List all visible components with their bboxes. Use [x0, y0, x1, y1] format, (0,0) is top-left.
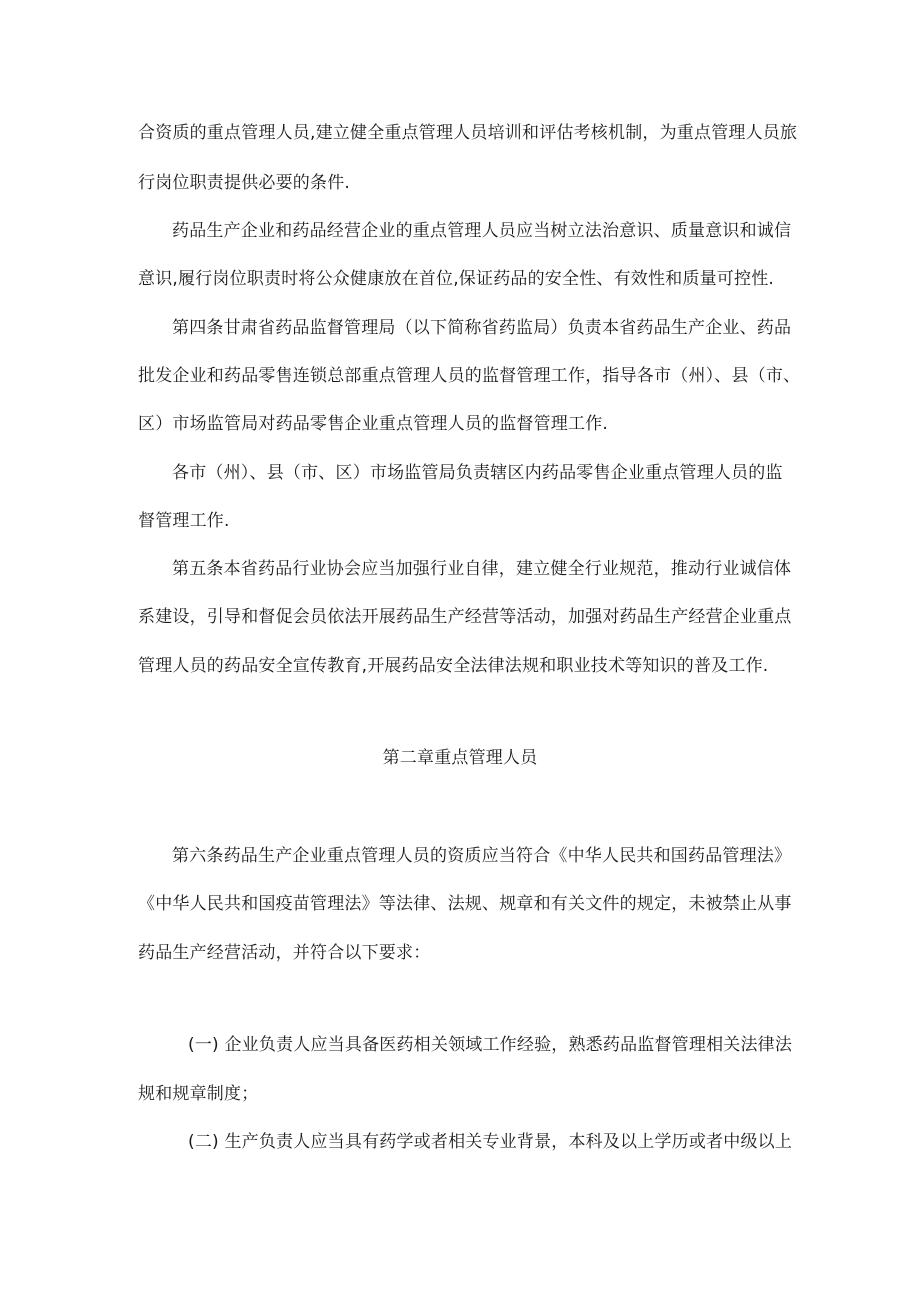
paragraph-line: 意识,履行岗位职责时将公众健康放在首位,保证药品的安全性、有效性和质量可控性.	[138, 269, 775, 289]
paragraph-line: 药品生产企业和药品经营企业的重点管理人员应当树立法治意识、质量意识和诚信	[172, 221, 792, 241]
paragraph-line: 督管理工作.	[138, 511, 230, 531]
paragraph-line: 系建设，引导和督促会员依法开展药品生产经营等活动，加强对药品生产经营企业重点	[138, 607, 792, 627]
paragraph-line: 第五条本省药品行业协会应当加强行业自律，建立健全行业规范，推动行业诚信体	[172, 559, 792, 579]
list-item-line: (二) 生产负责人应当具有药学或者相关专业背景，本科及以上学历或者中级以上	[188, 1132, 793, 1152]
paragraph-line: 管理人员的药品安全宣传教育,开展药品安全法律法规和职业技术等知识的普及工作.	[138, 656, 769, 676]
paragraph-line: 各市（州）、县（市、区）市场监管局负责辖区内药品零售企业重点管理人员的监	[172, 463, 783, 483]
paragraph-line: 区）市场监管局对药品零售企业重点管理人员的监督管理工作.	[138, 414, 609, 434]
paragraph-line: 行岗位职责提供必要的条件.	[138, 173, 351, 193]
paragraph-line: 第六条药品生产企业重点管理人员的资质应当符合《中华人民共和国药品管理法》	[172, 846, 792, 866]
list-item-line: 规和规章制度；	[138, 1084, 259, 1104]
paragraph-line: 批发企业和药品零售连锁总部重点管理人员的监督管理工作，指导各市（州）、县（市、	[138, 366, 801, 386]
paragraph-line: 药品生产经营活动，并符合以下要求：	[138, 943, 431, 963]
paragraph-line: 第四条甘肃省药品监督管理局（以下简称省药监局）负责本省药品生产企业、药品	[172, 318, 792, 338]
list-item-line: (一) 企业负责人应当具备医药相关领域工作经验，熟悉药品监督管理相关法律法	[188, 1035, 793, 1055]
paragraph-line: 合资质的重点管理人员,建立健全重点管理人员培训和评估考核机制，为重点管理人员旅	[138, 123, 798, 143]
paragraph-line: 《中华人民共和国疫苗管理法》等法律、法规、规章和有关文件的规定，未被禁止从事	[138, 894, 792, 914]
chapter-heading: 第二章重点管理人员	[382, 748, 538, 768]
